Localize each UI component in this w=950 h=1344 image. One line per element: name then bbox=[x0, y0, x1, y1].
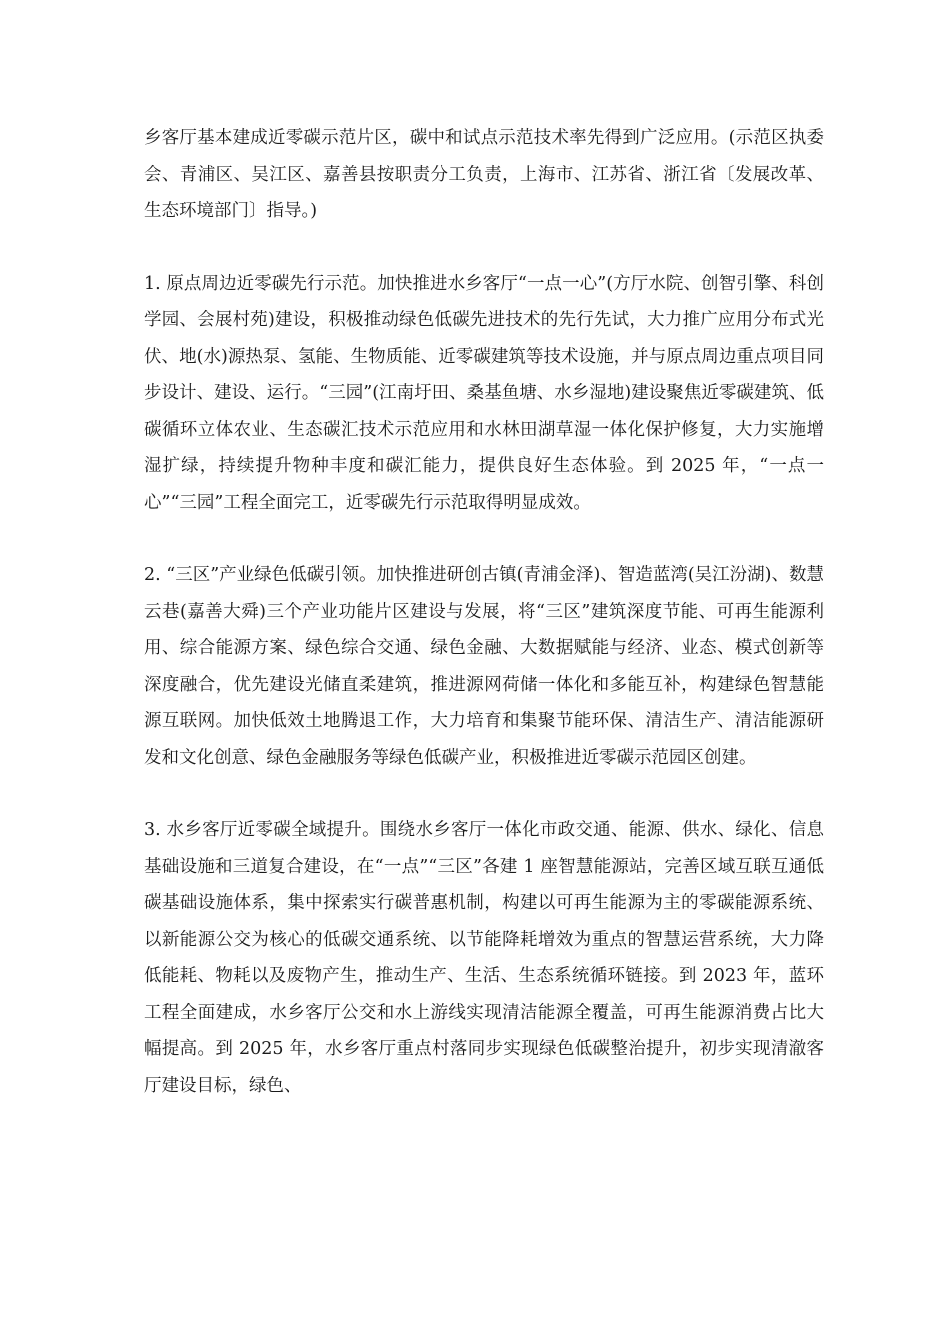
paragraph-item-1: 1. 原点周边近零碳先行示范。加快推进水乡客厅“一点一心”(方厅水院、创智引擎、科创学园、会展村苑)建设，积极推动绿色低碳先进技术的先行先试，大力推广应用分布式光伏、地(水)源热泵、氢能、生物质能、近零碳建筑等技术设施，并与原点周边重点项目同步设计、建设、运行。“三园”(江南圩田、桑基鱼塘、水乡湿地)建设聚焦近零碳建筑、低碳循环立体农业、生态碳汇技术示范应用和水林田湖草湿一体化保护修复，大力实施增湿扩绿，持续提升物种丰度和碳汇能力，提供良好生态体验。到 2025 年，“一点一心”“三园”工程全面完工，近零碳先行示范取得明显成效。 bbox=[144, 273, 824, 513]
paragraph-spacer bbox=[144, 230, 824, 266]
paragraph-intro-continuation: 乡客厅基本建成近零碳示范片区，碳中和试点示范技术率先得到广泛应用。(示范区执委会、青浦区、吴江区、嘉善县按职责分工负责，上海市、江苏省、浙江省〔发展改革、生态环境部门〕指导。) bbox=[144, 128, 824, 221]
paragraph-item-3: 3. 水乡客厅近零碳全域提升。围绕水乡客厅一体化市政交通、能源、供水、绿化、信息基础设施和三道复合建设，在“一点”“三区”各建 1 座智慧能源站，完善区域互联互通低碳基础设施体系，集中探索实行碳普惠机制，构建以可再生能源为主的零碳能源系统、以新能源公交为核心的低碳交通系统、以节能降耗增效为重点的智慧运营系统，大力降低能耗、物耗以及废物产生，推动生产、生活、生态系统循环链接。到 2023 年，蓝环工程全面建成，水乡客厅公交和水上游线实现清洁能源全覆盖，可再生能源消费占比大幅提高。到 2025 年，水乡客厅重点村落同步实现绿色低碳整治提升，初步实现清澈客厅建设目标，绿色、 bbox=[144, 820, 824, 1096]
document-body bbox=[144, 120, 824, 1104]
paragraph-spacer bbox=[144, 776, 824, 812]
paragraph-item-2: 2. “三区”产业绿色低碳引领。加快推进研创古镇(青浦金泽)、智造蓝湾(吴江汾湖)、数慧云巷(嘉善大舜)三个产业功能片区建设与发展，将“三区”建筑深度节能、可再生能源利用、综合能源方案、绿色综合交通、绿色金融、大数据赋能与经济、业态、模式创新等深度融合，优先建设光储直柔建筑，推进源网荷储一体化和多能互补，构建绿色智慧能源互联网。加快低效土地腾退工作，大力培育和集聚节能环保、清洁生产、清洁能源研发和文化创意、绿色金融服务等绿色低碳产业，积极推进近零碳示范园区创建。 bbox=[144, 565, 824, 768]
paragraph-spacer bbox=[144, 521, 824, 557]
